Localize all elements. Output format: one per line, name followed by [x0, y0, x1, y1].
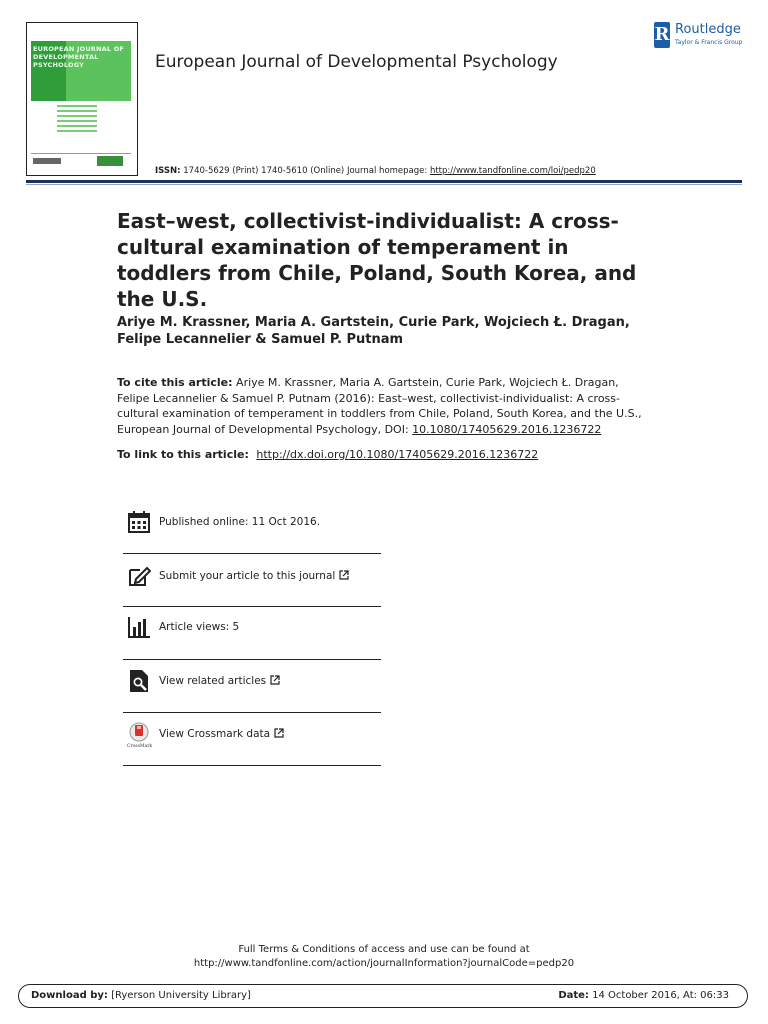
crossmark-row[interactable]	[123, 720, 381, 760]
cover-footer	[31, 153, 131, 170]
routledge-r-icon: R	[654, 22, 670, 48]
external-link-icon	[274, 728, 284, 738]
related-articles-row[interactable]	[123, 667, 381, 707]
cover-title: EUROPEAN JOURNAL OF DEVELOPMENTAL PSYCHOLOGY	[33, 45, 125, 69]
submit-article-link[interactable]: Submit your article to this journal	[159, 570, 349, 582]
published-online-text: Published online: 11 Oct 2016.	[159, 516, 321, 528]
crossmark-link[interactable]: View Crossmark data	[159, 728, 284, 740]
brand-name: Routledge	[675, 22, 741, 37]
cover-text-lines	[57, 105, 97, 135]
brand-sub: Taylor & Francis Group	[675, 39, 743, 46]
related-articles-icon	[127, 669, 151, 693]
published-online-row	[123, 508, 381, 548]
calendar-icon	[127, 510, 151, 534]
download-by: Download by: [Ryerson University Library]	[31, 990, 251, 1001]
related-articles-link[interactable]: View related articles	[159, 675, 280, 687]
download-info-bar	[18, 984, 748, 1008]
journal-homepage-link[interactable]: http://www.tandfonline.com/loi/pedp20	[429, 166, 596, 176]
divider	[123, 712, 381, 713]
link-line	[117, 448, 717, 461]
divider	[123, 606, 381, 607]
external-link-icon	[339, 570, 349, 580]
edit-icon	[127, 564, 151, 588]
article-authors: Ariye M. Krassner, Maria A. Gartstein, Curie Park, Wojciech Ł. Dragan, Felipe Lecannelier & Samuel P. Putnam	[117, 315, 630, 347]
cite-label: To cite this article:	[117, 376, 233, 389]
header-rule-thin	[26, 184, 742, 185]
bar-chart-icon	[127, 615, 151, 639]
divider	[123, 765, 381, 766]
terms-conditions	[0, 943, 768, 971]
citation-block	[117, 375, 647, 437]
divider	[123, 659, 381, 660]
article-views-text: Article views: 5	[159, 621, 240, 633]
terms-line-1: Full Terms & Conditions of access and use can be found at	[238, 944, 530, 955]
article-views-row	[123, 613, 381, 653]
article-doi-url-link[interactable]: http://dx.doi.org/10.1080/17405629.2016.1236722	[256, 448, 539, 461]
journal-cover-image	[26, 22, 138, 176]
crossmark-caption: CrossMark	[127, 744, 153, 749]
issn-text: 1740-5629 (Print) 1740-5610 (Online) Journal homepage:	[183, 166, 428, 176]
cite-text: Ariye M. Krassner, Maria A. Gartstein, Curie Park, Wojciech Ł. Dragan, Felipe Lecannelier & Samuel P. Putnam (2016): East–west, collectivist-individualist: A cross-cultural examination of temperament in toddlers from Chile, Poland, South Korea, and the U.S., European Journal of Developmental Psychology, DOI:	[117, 376, 642, 436]
header-rule	[26, 180, 742, 183]
submit-article-row[interactable]	[123, 562, 381, 602]
link-label: To link to this article:	[117, 448, 249, 461]
download-date: Date: 14 October 2016, At: 06:33	[558, 990, 729, 1001]
terms-link[interactable]: http://www.tandfonline.com/action/journalInformation?journalCode=pedp20	[193, 958, 575, 969]
doi-link[interactable]: 10.1080/17405629.2016.1236722	[412, 422, 602, 436]
article-title: East–west, collectivist-individualist: A cross-cultural examination of temperament in toddlers from Chile, Poland, South Korea, and the U.S.	[117, 209, 637, 311]
external-link-icon	[270, 675, 280, 685]
issn-line	[155, 166, 596, 176]
issn-label: ISSN:	[155, 166, 181, 176]
journal-name: European Journal of Developmental Psychology	[155, 52, 558, 72]
divider	[123, 553, 381, 554]
crossmark-icon	[127, 722, 151, 746]
